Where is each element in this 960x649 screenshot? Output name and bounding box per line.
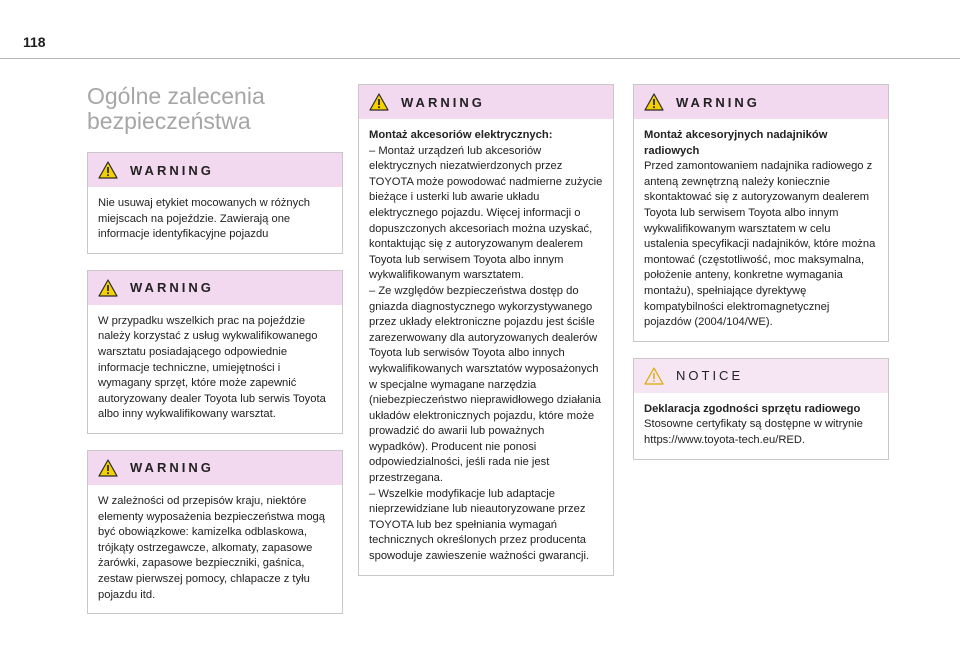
column-3 — [633, 84, 889, 476]
warning-box-radio-transmitters — [633, 84, 889, 342]
warning-body — [634, 119, 888, 341]
header-divider — [0, 58, 960, 59]
notice-body — [634, 393, 888, 459]
notice-box-radio-conformity — [633, 358, 889, 460]
warning-text: W zależności od przepisów kraju, niektóre elementy wyposażenia bezpieczeństwa mogą być obowiązkowe: kamizelka odblaskowa, trójkąty ostrzegawcze, alkomaty, zapasowe żarówki, zapasowe bezpieczniki, gaśnica, zestaw pierwszej pomocy, chlapacze z tyłu pojazdu itd. — [98, 494, 325, 601]
notice-triangle-icon — [644, 367, 664, 385]
warning-box-service — [87, 270, 343, 434]
warning-triangle-icon — [369, 93, 389, 111]
warning-label: WARNING — [130, 162, 214, 178]
page-number: 118 — [23, 34, 46, 50]
warning-triangle-icon — [98, 459, 118, 477]
warning-triangle-icon — [98, 279, 118, 297]
warning-body — [88, 305, 342, 433]
warning-body — [359, 119, 613, 575]
notice-text: Stosowne certyfikaty są dostępne w witrynie https://www.toyota-tech.eu/RED. — [644, 418, 863, 446]
warning-header — [359, 85, 613, 119]
warning-label: WARNING — [676, 94, 760, 110]
warning-triangle-icon — [644, 93, 664, 111]
notice-header — [634, 359, 888, 393]
warning-box-electrical-accessories — [358, 84, 614, 576]
warning-subtitle: Montaż akcesoriów elektrycznych: — [369, 129, 553, 141]
warning-box-labels — [87, 152, 343, 254]
warning-label: WARNING — [401, 94, 485, 110]
warning-header — [88, 451, 342, 485]
warning-body — [88, 485, 342, 613]
section-title: Ogólne zalecenia bezpieczeństwa — [87, 83, 265, 134]
column-2 — [358, 84, 614, 592]
warning-text: – Montaż urządzeń lub akcesoriów elektrycznych niezatwierdzonych przez TOYOTA może powodować nadmierne zużycie bieżące i usterki lub awarie układu elektrycznego pojazdu. Więcej informacji o dopuszczonych akcesoriach można uzyskać, kontaktując się z autoryzowanym dealerem Toyota lub serwisem Toyota albo innym wykwalifikowanym warsztatem. – Ze względów bezpieczeństwa dostęp do gniazda diagnostycznego wykorzystywanego przez układy elektroniczne pojazdu jest ściśle zarezerwowany dla autoryzowanych dealerów Toyota lub serwisów Toyota albo innych wykwalifikowanych warsztatów wyposażonych w specjalne wymagane narzędzia (niebezpieczeństwo nieprawidłowego działania układów elektronicznych pojazdu, które może prowadzić do awarii lub poważnych wypadków). Producent nie ponosi odpowiedzialności, jeśli rada nie jest przestrzegana. – Wszelkie modyfikacje lub adaptacje nieprzewidziane lub nieautoryzowane przez TOYOTA lub bez spełniania wymagań technicznych określonych przez producenta spowoduje zawieszenie ważności gwarancji. — [369, 144, 603, 563]
warning-header — [88, 153, 342, 187]
warning-box-equipment — [87, 450, 343, 614]
warning-label: WARNING — [130, 460, 214, 476]
warning-label: WARNING — [130, 280, 214, 296]
warning-body — [88, 187, 342, 253]
notice-label: NOTICE — [676, 368, 744, 384]
notice-subtitle: Deklaracja zgodności sprzętu radiowego — [644, 402, 861, 415]
column-1 — [87, 84, 343, 630]
warning-header — [88, 271, 342, 305]
warning-text: Przed zamontowaniem nadajnika radiowego z anteną zewnętrzną należy koniecznie skontaktować się z autoryzowanym dealerem Toyota lub serwisem Toyota albo innym wykwalifikowanym warsztatem w celu ustalenia specyfikacji nadajników, które można montować (częstotliwość, moc maksymalna, położenie anteny, konkretne wymagania montażu), spełniające dyrektywę kompatybilności elektromagnetycznej pojazdów (2004/104/WE). — [644, 160, 876, 329]
warning-header — [634, 85, 888, 119]
warning-text: Nie usuwaj etykiet mocowanych w różnych miejscach na pojeździe. Zawierają one informacje identyfikacyjne pojazdu — [98, 197, 311, 241]
warning-triangle-icon — [98, 161, 118, 179]
warning-subtitle: Montaż akcesoryjnych nadajników radiowych — [644, 129, 828, 157]
warning-text: W przypadku wszelkich prac na pojeździe należy korzystać z usług wykwalifikowanego warsztatu posiadającego odpowiednie informacje techniczne, umiejętności i wymagany sprzęt, które może zapewnić autoryzowany dealer Toyota lub serwis Toyota albo inny wykwalifikowany warsztat. — [98, 314, 326, 421]
